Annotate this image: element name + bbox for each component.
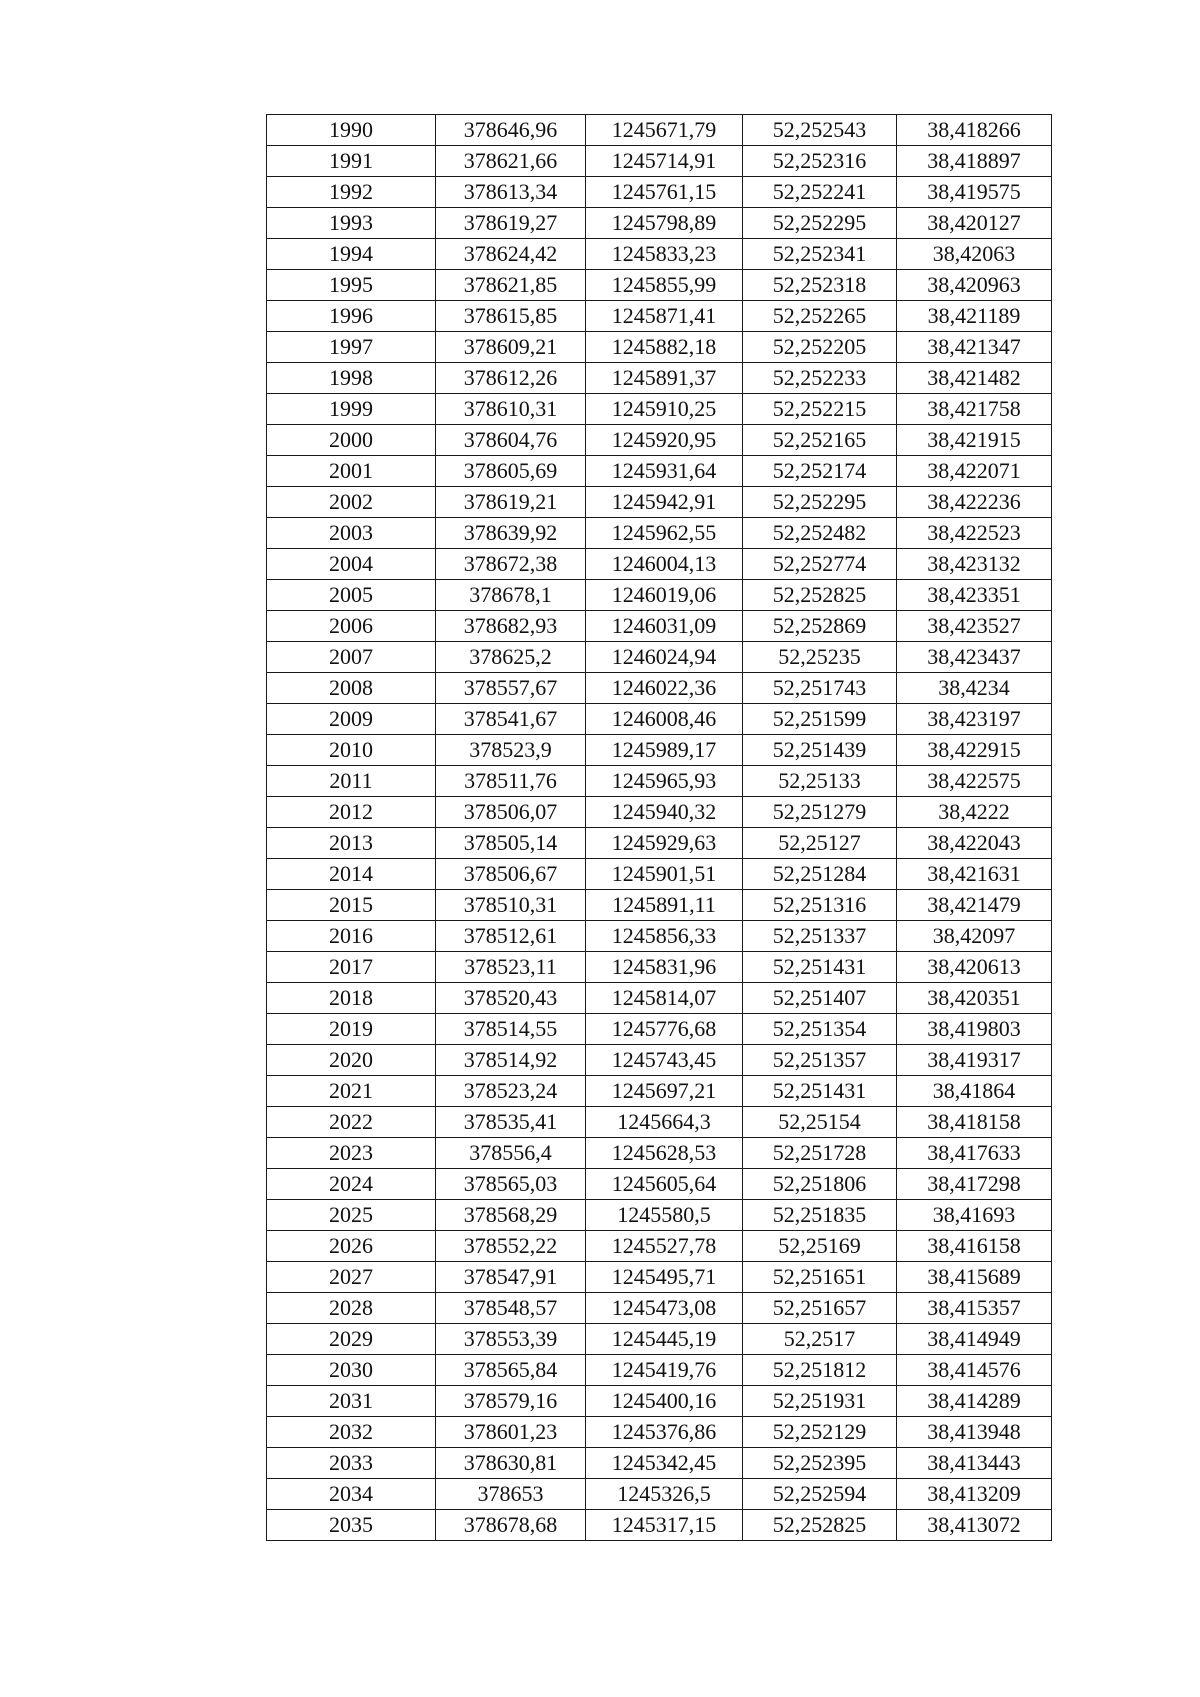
table-row: [267, 1355, 1052, 1386]
y-coordinate-cell: 1245580,5: [586, 1200, 743, 1231]
table-row: [267, 1324, 1052, 1355]
x-coordinate-cell: 378604,76: [436, 425, 586, 456]
year-cell: 1998: [267, 363, 436, 394]
y-coordinate-cell: 1246008,46: [586, 704, 743, 735]
table-row: [267, 766, 1052, 797]
year-cell: 2033: [267, 1448, 436, 1479]
latitude-cell: 52,25169: [743, 1231, 897, 1262]
longitude-cell: 38,423351: [897, 580, 1052, 611]
latitude-cell: 52,251728: [743, 1138, 897, 1169]
year-cell: 1992: [267, 177, 436, 208]
x-coordinate-cell: 378568,29: [436, 1200, 586, 1231]
x-coordinate-cell: 378579,16: [436, 1386, 586, 1417]
year-cell: 2009: [267, 704, 436, 735]
x-coordinate-cell: 378523,24: [436, 1076, 586, 1107]
longitude-cell: 38,423437: [897, 642, 1052, 673]
year-cell: 1999: [267, 394, 436, 425]
table-row: [267, 1200, 1052, 1231]
latitude-cell: 52,251439: [743, 735, 897, 766]
year-cell: 2001: [267, 456, 436, 487]
longitude-cell: 38,422071: [897, 456, 1052, 487]
y-coordinate-cell: 1245761,15: [586, 177, 743, 208]
longitude-cell: 38,423132: [897, 549, 1052, 580]
x-coordinate-cell: 378510,31: [436, 890, 586, 921]
table-row: [267, 394, 1052, 425]
x-coordinate-cell: 378523,11: [436, 952, 586, 983]
x-coordinate-cell: 378612,26: [436, 363, 586, 394]
table-row: [267, 456, 1052, 487]
x-coordinate-cell: 378613,34: [436, 177, 586, 208]
y-coordinate-cell: 1245400,16: [586, 1386, 743, 1417]
x-coordinate-cell: 378552,22: [436, 1231, 586, 1262]
x-coordinate-cell: 378646,96: [436, 115, 586, 146]
year-cell: 2007: [267, 642, 436, 673]
year-cell: 2035: [267, 1510, 436, 1541]
table-row: [267, 859, 1052, 890]
year-cell: 2022: [267, 1107, 436, 1138]
x-coordinate-cell: 378639,92: [436, 518, 586, 549]
y-coordinate-cell: 1245962,55: [586, 518, 743, 549]
table-row: [267, 1076, 1052, 1107]
longitude-cell: 38,414289: [897, 1386, 1052, 1417]
latitude-cell: 52,252341: [743, 239, 897, 270]
y-coordinate-cell: 1246022,36: [586, 673, 743, 704]
table-row: [267, 642, 1052, 673]
table-row: [267, 1014, 1052, 1045]
year-cell: 2012: [267, 797, 436, 828]
y-coordinate-cell: 1245882,18: [586, 332, 743, 363]
longitude-cell: 38,417298: [897, 1169, 1052, 1200]
x-coordinate-cell: 378624,42: [436, 239, 586, 270]
longitude-cell: 38,422043: [897, 828, 1052, 859]
longitude-cell: 38,421482: [897, 363, 1052, 394]
table-row: [267, 208, 1052, 239]
year-cell: 2020: [267, 1045, 436, 1076]
latitude-cell: 52,251931: [743, 1386, 897, 1417]
table-row: [267, 301, 1052, 332]
table-row: [267, 1262, 1052, 1293]
y-coordinate-cell: 1245891,37: [586, 363, 743, 394]
table-row: [267, 1107, 1052, 1138]
x-coordinate-cell: 378548,57: [436, 1293, 586, 1324]
latitude-cell: 52,252482: [743, 518, 897, 549]
table-row: [267, 177, 1052, 208]
y-coordinate-cell: 1245473,08: [586, 1293, 743, 1324]
year-cell: 2025: [267, 1200, 436, 1231]
latitude-cell: 52,252543: [743, 115, 897, 146]
table-row: [267, 487, 1052, 518]
longitude-cell: 38,415689: [897, 1262, 1052, 1293]
latitude-cell: 52,251599: [743, 704, 897, 735]
x-coordinate-cell: 378601,23: [436, 1417, 586, 1448]
year-cell: 2021: [267, 1076, 436, 1107]
longitude-cell: 38,418158: [897, 1107, 1052, 1138]
y-coordinate-cell: 1245798,89: [586, 208, 743, 239]
y-coordinate-cell: 1245931,64: [586, 456, 743, 487]
longitude-cell: 38,422915: [897, 735, 1052, 766]
longitude-cell: 38,413072: [897, 1510, 1052, 1541]
x-coordinate-cell: 378512,61: [436, 921, 586, 952]
latitude-cell: 52,252316: [743, 146, 897, 177]
y-coordinate-cell: 1245989,17: [586, 735, 743, 766]
y-coordinate-cell: 1245317,15: [586, 1510, 743, 1541]
table-row: [267, 890, 1052, 921]
table-row: [267, 797, 1052, 828]
longitude-cell: 38,4234: [897, 673, 1052, 704]
x-coordinate-cell: 378630,81: [436, 1448, 586, 1479]
latitude-cell: 52,252594: [743, 1479, 897, 1510]
y-coordinate-cell: 1245901,51: [586, 859, 743, 890]
year-cell: 1990: [267, 115, 436, 146]
latitude-cell: 52,25235: [743, 642, 897, 673]
table-row: [267, 425, 1052, 456]
latitude-cell: 52,251743: [743, 673, 897, 704]
longitude-cell: 38,422575: [897, 766, 1052, 797]
x-coordinate-cell: 378511,76: [436, 766, 586, 797]
year-cell: 1991: [267, 146, 436, 177]
longitude-cell: 38,421189: [897, 301, 1052, 332]
y-coordinate-cell: 1245929,63: [586, 828, 743, 859]
year-cell: 2017: [267, 952, 436, 983]
year-cell: 2008: [267, 673, 436, 704]
y-coordinate-cell: 1245376,86: [586, 1417, 743, 1448]
latitude-cell: 52,252869: [743, 611, 897, 642]
table-row: [267, 704, 1052, 735]
x-coordinate-cell: 378520,43: [436, 983, 586, 1014]
longitude-cell: 38,420613: [897, 952, 1052, 983]
year-cell: 2002: [267, 487, 436, 518]
latitude-cell: 52,251835: [743, 1200, 897, 1231]
latitude-cell: 52,25154: [743, 1107, 897, 1138]
latitude-cell: 52,251657: [743, 1293, 897, 1324]
latitude-cell: 52,25133: [743, 766, 897, 797]
longitude-cell: 38,415357: [897, 1293, 1052, 1324]
table-row: [267, 983, 1052, 1014]
table-row: [267, 1510, 1052, 1541]
year-cell: 1993: [267, 208, 436, 239]
year-cell: 2030: [267, 1355, 436, 1386]
y-coordinate-cell: 1245697,21: [586, 1076, 743, 1107]
table-row: [267, 270, 1052, 301]
x-coordinate-cell: 378506,67: [436, 859, 586, 890]
year-cell: 2029: [267, 1324, 436, 1355]
latitude-cell: 52,251284: [743, 859, 897, 890]
year-cell: 2000: [267, 425, 436, 456]
x-coordinate-cell: 378514,92: [436, 1045, 586, 1076]
y-coordinate-cell: 1245445,19: [586, 1324, 743, 1355]
latitude-cell: 52,25127: [743, 828, 897, 859]
latitude-cell: 52,251806: [743, 1169, 897, 1200]
y-coordinate-cell: 1245856,33: [586, 921, 743, 952]
longitude-cell: 38,41693: [897, 1200, 1052, 1231]
year-cell: 2026: [267, 1231, 436, 1262]
year-cell: 2013: [267, 828, 436, 859]
latitude-cell: 52,251357: [743, 1045, 897, 1076]
y-coordinate-cell: 1245814,07: [586, 983, 743, 1014]
table-row: [267, 1479, 1052, 1510]
year-cell: 2027: [267, 1262, 436, 1293]
latitude-cell: 52,252774: [743, 549, 897, 580]
latitude-cell: 52,252395: [743, 1448, 897, 1479]
latitude-cell: 52,251431: [743, 952, 897, 983]
y-coordinate-cell: 1245833,23: [586, 239, 743, 270]
x-coordinate-cell: 378621,85: [436, 270, 586, 301]
y-coordinate-cell: 1246019,06: [586, 580, 743, 611]
longitude-cell: 38,413948: [897, 1417, 1052, 1448]
latitude-cell: 52,252129: [743, 1417, 897, 1448]
table-row: [267, 1138, 1052, 1169]
y-coordinate-cell: 1245776,68: [586, 1014, 743, 1045]
x-coordinate-cell: 378619,21: [436, 487, 586, 518]
year-cell: 1997: [267, 332, 436, 363]
table-row: [267, 518, 1052, 549]
x-coordinate-cell: 378557,67: [436, 673, 586, 704]
year-cell: 2034: [267, 1479, 436, 1510]
latitude-cell: 52,252241: [743, 177, 897, 208]
year-cell: 2019: [267, 1014, 436, 1045]
y-coordinate-cell: 1245628,53: [586, 1138, 743, 1169]
x-coordinate-cell: 378621,66: [436, 146, 586, 177]
x-coordinate-cell: 378653: [436, 1479, 586, 1510]
latitude-cell: 52,251651: [743, 1262, 897, 1293]
data-table: [266, 114, 1052, 1541]
y-coordinate-cell: 1245527,78: [586, 1231, 743, 1262]
longitude-cell: 38,413209: [897, 1479, 1052, 1510]
longitude-cell: 38,418266: [897, 115, 1052, 146]
latitude-cell: 52,252295: [743, 208, 897, 239]
year-cell: 1995: [267, 270, 436, 301]
y-coordinate-cell: 1245871,41: [586, 301, 743, 332]
y-coordinate-cell: 1245831,96: [586, 952, 743, 983]
y-coordinate-cell: 1246031,09: [586, 611, 743, 642]
y-coordinate-cell: 1246024,94: [586, 642, 743, 673]
longitude-cell: 38,42097: [897, 921, 1052, 952]
latitude-cell: 52,251279: [743, 797, 897, 828]
table-row: [267, 549, 1052, 580]
year-cell: 2003: [267, 518, 436, 549]
year-cell: 2018: [267, 983, 436, 1014]
table-row: [267, 673, 1052, 704]
longitude-cell: 38,417633: [897, 1138, 1052, 1169]
x-coordinate-cell: 378625,2: [436, 642, 586, 673]
longitude-cell: 38,420127: [897, 208, 1052, 239]
x-coordinate-cell: 378514,55: [436, 1014, 586, 1045]
longitude-cell: 38,413443: [897, 1448, 1052, 1479]
y-coordinate-cell: 1245495,71: [586, 1262, 743, 1293]
longitude-cell: 38,42063: [897, 239, 1052, 270]
latitude-cell: 52,252825: [743, 1510, 897, 1541]
y-coordinate-cell: 1245920,95: [586, 425, 743, 456]
longitude-cell: 38,419575: [897, 177, 1052, 208]
latitude-cell: 52,251354: [743, 1014, 897, 1045]
year-cell: 2031: [267, 1386, 436, 1417]
y-coordinate-cell: 1245891,11: [586, 890, 743, 921]
longitude-cell: 38,420351: [897, 983, 1052, 1014]
table-row: [267, 1448, 1052, 1479]
x-coordinate-cell: 378609,21: [436, 332, 586, 363]
latitude-cell: 52,251407: [743, 983, 897, 1014]
latitude-cell: 52,252318: [743, 270, 897, 301]
longitude-cell: 38,4222: [897, 797, 1052, 828]
year-cell: 2015: [267, 890, 436, 921]
longitude-cell: 38,414949: [897, 1324, 1052, 1355]
year-cell: 2005: [267, 580, 436, 611]
longitude-cell: 38,421915: [897, 425, 1052, 456]
longitude-cell: 38,419803: [897, 1014, 1052, 1045]
x-coordinate-cell: 378672,38: [436, 549, 586, 580]
table-row: [267, 1231, 1052, 1262]
longitude-cell: 38,414576: [897, 1355, 1052, 1386]
latitude-cell: 52,252165: [743, 425, 897, 456]
table-row: [267, 735, 1052, 766]
table-row: [267, 146, 1052, 177]
latitude-cell: 52,2517: [743, 1324, 897, 1355]
latitude-cell: 52,251337: [743, 921, 897, 952]
year-cell: 2032: [267, 1417, 436, 1448]
year-cell: 2028: [267, 1293, 436, 1324]
y-coordinate-cell: 1245326,5: [586, 1479, 743, 1510]
y-coordinate-cell: 1245965,93: [586, 766, 743, 797]
table-row: [267, 1045, 1052, 1076]
x-coordinate-cell: 378541,67: [436, 704, 586, 735]
year-cell: 2016: [267, 921, 436, 952]
longitude-cell: 38,416158: [897, 1231, 1052, 1262]
x-coordinate-cell: 378605,69: [436, 456, 586, 487]
table-row: [267, 1386, 1052, 1417]
longitude-cell: 38,423197: [897, 704, 1052, 735]
table-row: [267, 1169, 1052, 1200]
table-row: [267, 1293, 1052, 1324]
y-coordinate-cell: 1245419,76: [586, 1355, 743, 1386]
x-coordinate-cell: 378505,14: [436, 828, 586, 859]
x-coordinate-cell: 378523,9: [436, 735, 586, 766]
latitude-cell: 52,252174: [743, 456, 897, 487]
longitude-cell: 38,420963: [897, 270, 1052, 301]
table-row: [267, 1417, 1052, 1448]
table-row: [267, 115, 1052, 146]
x-coordinate-cell: 378535,41: [436, 1107, 586, 1138]
year-cell: 2004: [267, 549, 436, 580]
year-cell: 2024: [267, 1169, 436, 1200]
latitude-cell: 52,252205: [743, 332, 897, 363]
table-body: [267, 115, 1052, 1541]
y-coordinate-cell: 1245664,3: [586, 1107, 743, 1138]
x-coordinate-cell: 378506,07: [436, 797, 586, 828]
latitude-cell: 52,251812: [743, 1355, 897, 1386]
year-cell: 2010: [267, 735, 436, 766]
x-coordinate-cell: 378678,1: [436, 580, 586, 611]
y-coordinate-cell: 1246004,13: [586, 549, 743, 580]
latitude-cell: 52,251431: [743, 1076, 897, 1107]
latitude-cell: 52,252215: [743, 394, 897, 425]
longitude-cell: 38,423527: [897, 611, 1052, 642]
x-coordinate-cell: 378553,39: [436, 1324, 586, 1355]
latitude-cell: 52,252265: [743, 301, 897, 332]
latitude-cell: 52,251316: [743, 890, 897, 921]
y-coordinate-cell: 1245743,45: [586, 1045, 743, 1076]
longitude-cell: 38,41864: [897, 1076, 1052, 1107]
table-row: [267, 239, 1052, 270]
y-coordinate-cell: 1245910,25: [586, 394, 743, 425]
year-cell: 2006: [267, 611, 436, 642]
table-row: [267, 363, 1052, 394]
y-coordinate-cell: 1245942,91: [586, 487, 743, 518]
y-coordinate-cell: 1245940,32: [586, 797, 743, 828]
longitude-cell: 38,422236: [897, 487, 1052, 518]
y-coordinate-cell: 1245714,91: [586, 146, 743, 177]
table-row: [267, 828, 1052, 859]
x-coordinate-cell: 378615,85: [436, 301, 586, 332]
longitude-cell: 38,421758: [897, 394, 1052, 425]
table-row: [267, 952, 1052, 983]
y-coordinate-cell: 1245605,64: [586, 1169, 743, 1200]
longitude-cell: 38,421479: [897, 890, 1052, 921]
x-coordinate-cell: 378565,84: [436, 1355, 586, 1386]
x-coordinate-cell: 378556,4: [436, 1138, 586, 1169]
longitude-cell: 38,419317: [897, 1045, 1052, 1076]
latitude-cell: 52,252233: [743, 363, 897, 394]
table-row: [267, 332, 1052, 363]
year-cell: 2023: [267, 1138, 436, 1169]
latitude-cell: 52,252295: [743, 487, 897, 518]
latitude-cell: 52,252825: [743, 580, 897, 611]
longitude-cell: 38,421631: [897, 859, 1052, 890]
y-coordinate-cell: 1245855,99: [586, 270, 743, 301]
table-row: [267, 921, 1052, 952]
x-coordinate-cell: 378547,91: [436, 1262, 586, 1293]
year-cell: 1994: [267, 239, 436, 270]
x-coordinate-cell: 378565,03: [436, 1169, 586, 1200]
year-cell: 1996: [267, 301, 436, 332]
y-coordinate-cell: 1245671,79: [586, 115, 743, 146]
x-coordinate-cell: 378682,93: [436, 611, 586, 642]
longitude-cell: 38,421347: [897, 332, 1052, 363]
year-cell: 2014: [267, 859, 436, 890]
x-coordinate-cell: 378678,68: [436, 1510, 586, 1541]
longitude-cell: 38,418897: [897, 146, 1052, 177]
year-cell: 2011: [267, 766, 436, 797]
table-row: [267, 580, 1052, 611]
longitude-cell: 38,422523: [897, 518, 1052, 549]
y-coordinate-cell: 1245342,45: [586, 1448, 743, 1479]
x-coordinate-cell: 378610,31: [436, 394, 586, 425]
table-row: [267, 611, 1052, 642]
x-coordinate-cell: 378619,27: [436, 208, 586, 239]
